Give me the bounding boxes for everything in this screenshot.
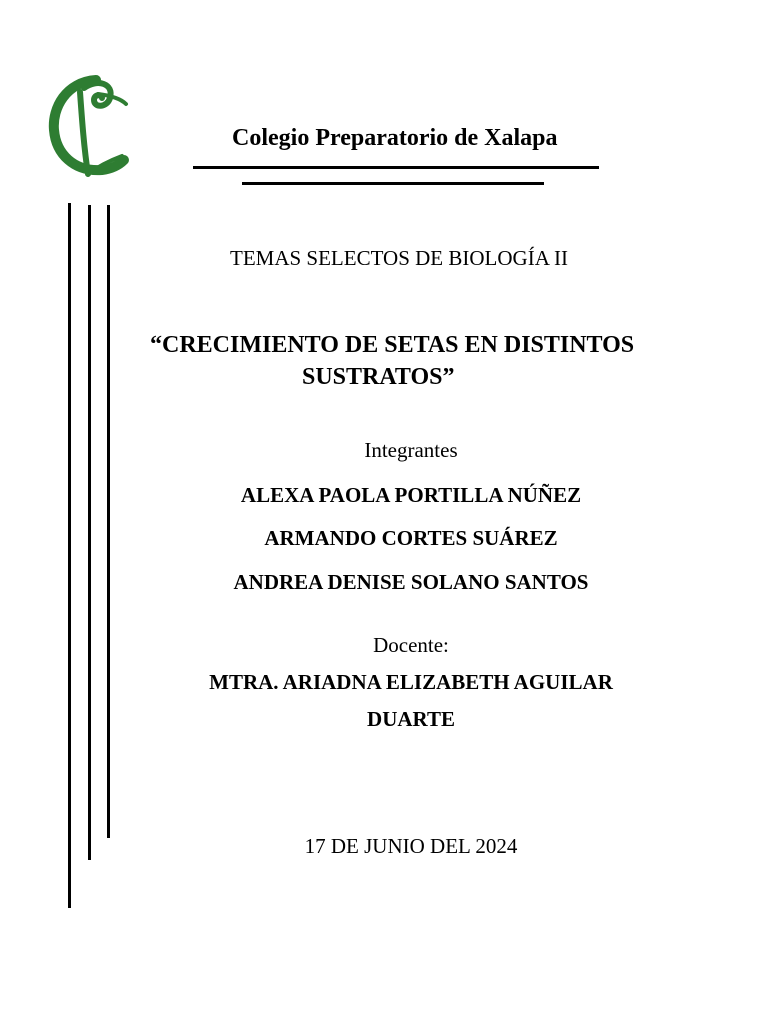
teacher-name-line-2: DUARTE bbox=[367, 707, 455, 731]
project-title-line-1: “CRECIMIENTO DE SETAS EN DISTINTOS bbox=[150, 332, 635, 358]
cpx-logo-icon bbox=[44, 70, 134, 182]
teacher-name-line-1: MTRA. ARIADNA ELIZABETH AGUILAR bbox=[209, 670, 613, 694]
members-label: Integrantes bbox=[364, 438, 458, 462]
project-title-line-2: SUSTRATOS” bbox=[302, 364, 455, 390]
teacher-label: Docente: bbox=[373, 633, 449, 657]
vertical-rule-3 bbox=[107, 205, 110, 838]
school-name: Colegio Preparatorio de Xalapa bbox=[232, 125, 558, 151]
member-name-2: ARMANDO CORTES SUÁREZ bbox=[264, 526, 558, 550]
vertical-rule-1 bbox=[68, 203, 71, 908]
horizontal-rule-1 bbox=[193, 166, 599, 169]
member-name-3: ANDREA DENISE SOLANO SANTOS bbox=[233, 570, 589, 594]
horizontal-rule-2 bbox=[242, 182, 544, 185]
member-name-1: ALEXA PAOLA PORTILLA NÚÑEZ bbox=[240, 483, 582, 507]
subject-title: TEMAS SELECTOS DE BIOLOGÍA II bbox=[230, 246, 568, 270]
document-date: 17 DE JUNIO DEL 2024 bbox=[304, 834, 518, 858]
